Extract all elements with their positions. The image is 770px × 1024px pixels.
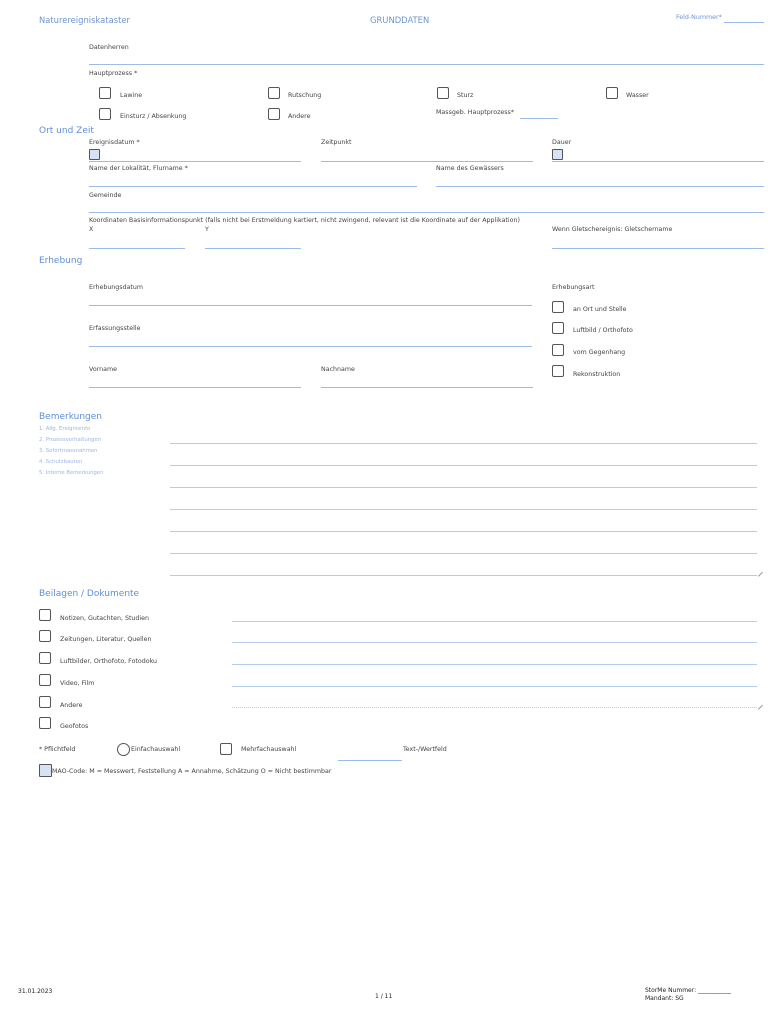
beilage-label-6: Geofotos xyxy=(60,723,89,730)
feld-nummer-field[interactable] xyxy=(724,22,764,23)
gemeinde-label: Gemeinde xyxy=(89,192,122,199)
beilage-label-5: Andere xyxy=(60,702,83,709)
datenherren-label: Datenherren xyxy=(89,44,129,51)
beilage-field-2[interactable] xyxy=(232,642,757,643)
koordinate-x-label: X xyxy=(89,226,94,233)
erhebungsart-option-3: vom Gegenhang xyxy=(573,349,626,356)
legend-checkbox-icon xyxy=(220,743,232,755)
legend-textwertfeld: Text-/Wertfeld xyxy=(403,746,447,753)
checkbox-einsturz[interactable] xyxy=(99,108,111,120)
koordinate-y-field[interactable] xyxy=(205,248,301,249)
legend-mao-icon xyxy=(39,764,52,777)
nachname-field[interactable] xyxy=(321,387,533,388)
vorname-label: Vorname xyxy=(89,366,118,373)
bemerkungen-line xyxy=(170,531,757,532)
koordinate-y-label: Y xyxy=(205,226,209,233)
option-wasser-label: Wasser xyxy=(626,92,649,99)
bemerkung-note-5: 5. Interne Bemerkungen xyxy=(39,470,104,476)
footer-date: 31.01.2023 xyxy=(18,988,53,995)
mao-code-dauer[interactable] xyxy=(552,149,563,160)
feld-nummer-label: Feld-Nummer* xyxy=(676,14,722,21)
footer-mandant: Mandant: SG xyxy=(645,995,684,1002)
datenherren-field[interactable] xyxy=(89,64,764,65)
section-bemerkungen: Bemerkungen xyxy=(39,412,103,422)
bemerkungen-line xyxy=(170,553,757,554)
legend-mehrfachauswahl: Mehrfachauswahl xyxy=(241,746,297,753)
checkbox-beilage-video[interactable] xyxy=(39,674,51,686)
nachname-label: Nachname xyxy=(321,366,355,373)
beilage-label-3: Luftbilder, Orthofoto, Fotodoku xyxy=(60,658,158,665)
bemerkung-note-2: 2. Prozessverhaltungen xyxy=(39,437,102,443)
checkbox-andere[interactable] xyxy=(268,108,280,120)
erfassungsstelle-field[interactable] xyxy=(89,346,532,347)
zeitpunkt-field[interactable] xyxy=(321,161,533,162)
checkbox-lawine[interactable] xyxy=(99,87,111,99)
option-sturz-label: Sturz xyxy=(457,92,474,99)
option-rutschung-label: Rutschung xyxy=(288,92,322,99)
section-ort-und-zeit: Ort und Zeit xyxy=(39,126,94,136)
section-title: GRUNDDATEN xyxy=(370,15,430,25)
checkbox-beilage-geofotos[interactable] xyxy=(39,717,51,729)
massgeb-hauptprozess-label: Massgeb. Hauptprozess* xyxy=(436,109,514,116)
checkbox-beilage-andere[interactable] xyxy=(39,696,51,708)
section-erhebung: Erhebung xyxy=(39,256,83,266)
ereignisdatum-field[interactable] xyxy=(89,161,301,162)
koordinate-x-field[interactable] xyxy=(89,248,185,249)
massgeb-hauptprozess-field[interactable] xyxy=(520,118,558,119)
gewaesser-field[interactable] xyxy=(436,186,764,187)
beilage-label-1: Notizen, Gutachten, Studien xyxy=(60,615,150,622)
beilage-label-4: Video, Film xyxy=(60,680,95,687)
checkbox-sturz[interactable] xyxy=(437,87,449,99)
lokalitaet-field[interactable] xyxy=(89,186,417,187)
lokalitaet-label: Name der Lokalität, Flurname * xyxy=(89,165,188,172)
checkbox-vom-gegenhang[interactable] xyxy=(552,344,564,356)
section-beilagen: Beilagen / Dokumente xyxy=(39,589,140,599)
checkbox-wasser[interactable] xyxy=(606,87,618,99)
legend-einfachauswahl: Einfachauswahl xyxy=(131,746,181,753)
bemerkung-note-1: 1. Allg. Ereignisinfo xyxy=(39,426,91,432)
bemerkungen-line xyxy=(170,509,757,510)
beilage-field-4[interactable] xyxy=(232,686,757,687)
app-title: Naturereigniskataster xyxy=(39,15,130,25)
bemerkungen-line xyxy=(170,443,757,444)
gemeinde-field[interactable] xyxy=(89,212,764,213)
erhebungsart-option-2: Luftbild / Orthofoto xyxy=(573,327,633,334)
zeitpunkt-label: Zeitpunkt xyxy=(321,139,352,146)
dauer-label: Dauer xyxy=(552,139,572,146)
gletscher-field[interactable] xyxy=(552,248,764,249)
checkbox-an-ort-und-stelle[interactable] xyxy=(552,301,564,313)
checkbox-rutschung[interactable] xyxy=(268,87,280,99)
legend-radio-icon xyxy=(117,743,130,756)
checkbox-beilage-zeitungen[interactable] xyxy=(39,630,51,642)
gewaesser-label: Name des Gewässers xyxy=(436,165,504,172)
checkbox-luftbild[interactable] xyxy=(552,322,564,334)
checkbox-beilage-luftbilder[interactable] xyxy=(39,652,51,664)
footer-storme-nummer: StorMe Nummer: ___________ xyxy=(645,987,732,994)
gletscher-label: Wenn Gletschereignis: Gletschername xyxy=(552,226,673,233)
option-andere-label: Andere xyxy=(288,113,311,120)
legend-pflichtfeld: * Pflichtfeld xyxy=(39,746,76,753)
resize-handle-icon[interactable] xyxy=(758,704,763,709)
footer-page-number: 1 / 11 xyxy=(375,993,393,1000)
erhebungsart-option-4: Rekonstruktion xyxy=(573,371,621,378)
checkbox-beilage-notizen[interactable] xyxy=(39,609,51,621)
erhebungsdatum-label: Erhebungsdatum xyxy=(89,284,144,291)
bemerkungen-line xyxy=(170,465,757,466)
resize-handle-icon[interactable] xyxy=(758,571,763,576)
ereignisdatum-label: Ereignisdatum * xyxy=(89,139,140,146)
option-lawine-label: Lawine xyxy=(120,92,143,99)
legend-text-field-sample xyxy=(338,760,402,761)
koordinaten-label: Koordinaten Basisinformationspunkt (falls nicht bei Erstmeldung kartiert, nicht zwingend, relevant ist die Koordinate auf der Applikation) xyxy=(89,217,520,224)
legend-mao-code: MAO-Code: M = Messwert, Feststellung A = Annahme, Schätzung O = Nicht bestimmbar xyxy=(52,768,332,775)
checkbox-rekonstruktion[interactable] xyxy=(552,365,564,377)
erhebungsdatum-field[interactable] xyxy=(89,305,532,306)
bemerkungen-line xyxy=(170,575,757,576)
beilage-field-1[interactable] xyxy=(232,621,757,622)
erhebungsart-label: Erhebungsart xyxy=(552,284,595,291)
bemerkung-note-3: 3. Sofortmassnahmen xyxy=(39,448,98,454)
bemerkungen-line xyxy=(170,487,757,488)
bemerkung-note-4: 4. Schutzbauten xyxy=(39,459,83,465)
beilage-field-5[interactable] xyxy=(232,707,757,708)
option-einsturz-label: Einsturz / Absenkung xyxy=(120,113,187,120)
dauer-field[interactable] xyxy=(552,161,764,162)
beilage-field-3[interactable] xyxy=(232,664,757,665)
erhebungsart-option-1: an Ort und Stelle xyxy=(573,306,627,313)
hauptprozess-label: Hauptprozess * xyxy=(89,70,138,77)
beilage-label-2: Zeitungen, Literatur, Quellen xyxy=(60,636,152,643)
mao-code-ereignisdatum[interactable] xyxy=(89,149,100,160)
erfassungsstelle-label: Erfassungsstelle xyxy=(89,325,141,332)
vorname-field[interactable] xyxy=(89,387,301,388)
